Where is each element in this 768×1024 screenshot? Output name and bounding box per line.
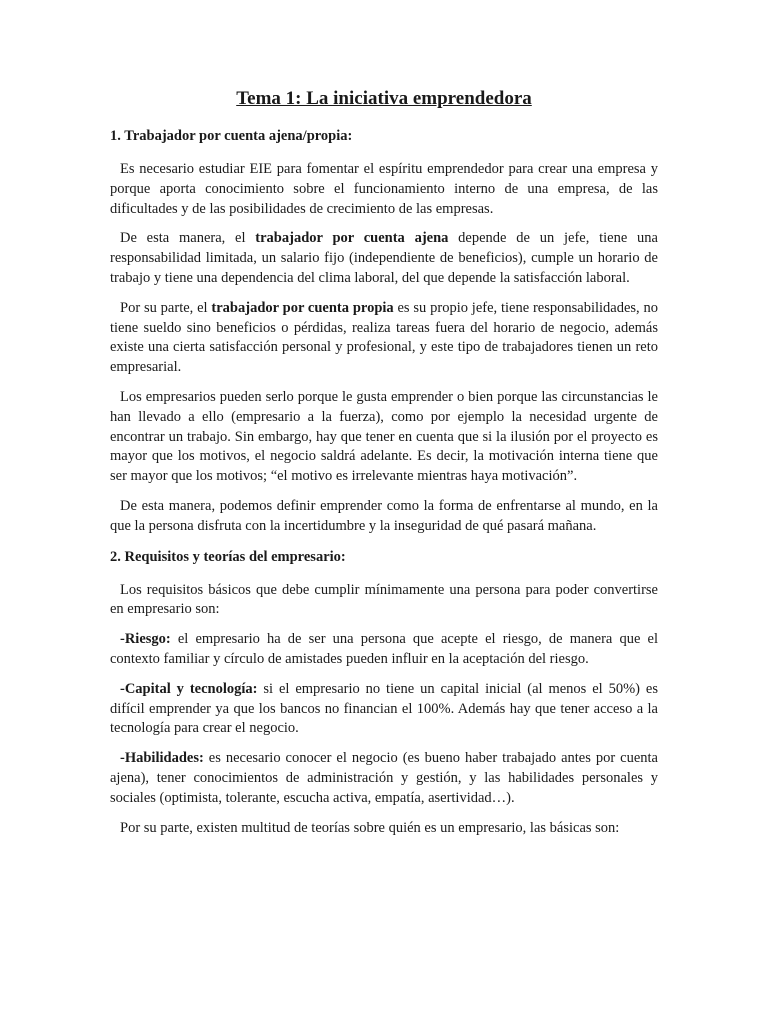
paragraph-intro: Es necesario estudiar EIE para fomentar el espíritu emprendedor para crear una empresa y porque aporta conocimiento sobre el funcionamiento interno de una empresa, de las dificultades y de las posibilidades de crecimiento de las empresas. <box>110 161 658 217</box>
requisito-item <box>110 749 658 808</box>
bold-term-cuenta-propia: trabajador por cuenta propia <box>211 299 394 316</box>
paragraph-cuenta-propia <box>110 299 658 378</box>
requisito-text: el empresario ha de ser una persona que acepte el riesgo, de manera que el contexto familiar y círculo de amistades pueden influir en la aceptación del riesgo. <box>110 631 658 667</box>
requisito-item <box>110 680 658 739</box>
document-title: Tema 1: La iniciativa emprendedora <box>236 88 532 109</box>
requisito-label: -Habilidades: <box>120 750 204 767</box>
paragraph-text: De esta manera, el <box>120 230 256 247</box>
paragraph-teorias: Por su parte, existen multitud de teorías sobre quién es un empresario, las básicas son: <box>120 819 620 836</box>
section-heading-2: 2. Requisitos y teorías del empresario: <box>110 548 346 565</box>
section-heading-1: 1. Trabajador por cuenta ajena/propia: <box>110 128 353 144</box>
paragraph-cuenta-ajena <box>110 229 658 288</box>
bold-term-cuenta-ajena: trabajador por cuenta ajena <box>255 230 449 247</box>
requisito-item <box>110 630 658 670</box>
paragraph-text: depende de un jefe, tiene una responsabilidad limitada, un salario fijo (independiente de beneficios), cumple un horario de trabajo y tiene una dependencia del clima laboral, del que depende la satisfacción laboral. <box>110 230 658 286</box>
requisito-text: si el empresario no tiene un capital inicial (al menos el 50%) es difícil emprender ya que los bancos no financian el 100%. Además hay que tener acceso a la tecnología para crear el negocio. <box>110 680 658 737</box>
paragraph-definicion: De esta manera, podemos definir emprender como la forma de enfrentarse al mundo, en la que la persona disfruta con la incertidumbre y la inseguridad de qué pasará mañana. <box>110 497 658 534</box>
paragraph-requisitos-intro: Los requisitos básicos que debe cumplir mínimamente una persona para poder convertirse en empresario son: <box>110 581 658 618</box>
requisito-label: -Capital y tecnología: <box>120 680 258 697</box>
paragraph-motivos: Los empresarios pueden serlo porque le gusta emprender o bien porque las circunstancias le han llevado a ello (empresario a la fuerza), como por ejemplo la necesidad urgente de encontrar un trabajo. Sin embargo, hay que tener en cuenta que si la ilusión por el proyecto es mayor que los motivos, el negocio saldrá adelante. Es decir, la motivación interna tiene que ser mayor que los motivos; “el motivo es irrelevante mientras haya motivación”. <box>110 388 658 485</box>
paragraph-text: Por su parte, el <box>120 299 212 316</box>
requisito-label: -Riesgo: <box>120 631 171 648</box>
requisito-text: es necesario conocer el negocio (es bueno haber trabajado antes por cuenta ajena), tener conocimientos de administración y gestión, y las habilidades personales y sociales (optimista, tolerante, escucha activa, empatía, asertividad…). <box>110 750 658 806</box>
paragraph-text: es su propio jefe, tiene responsabilidades, no tiene sueldo sino beneficios o pérdidas, realiza tareas fuera del horario de negocio, además existe una cierta satisfacción personal y profesional, y este tipo de trabajadores tienen un reto empresarial. <box>110 299 659 376</box>
